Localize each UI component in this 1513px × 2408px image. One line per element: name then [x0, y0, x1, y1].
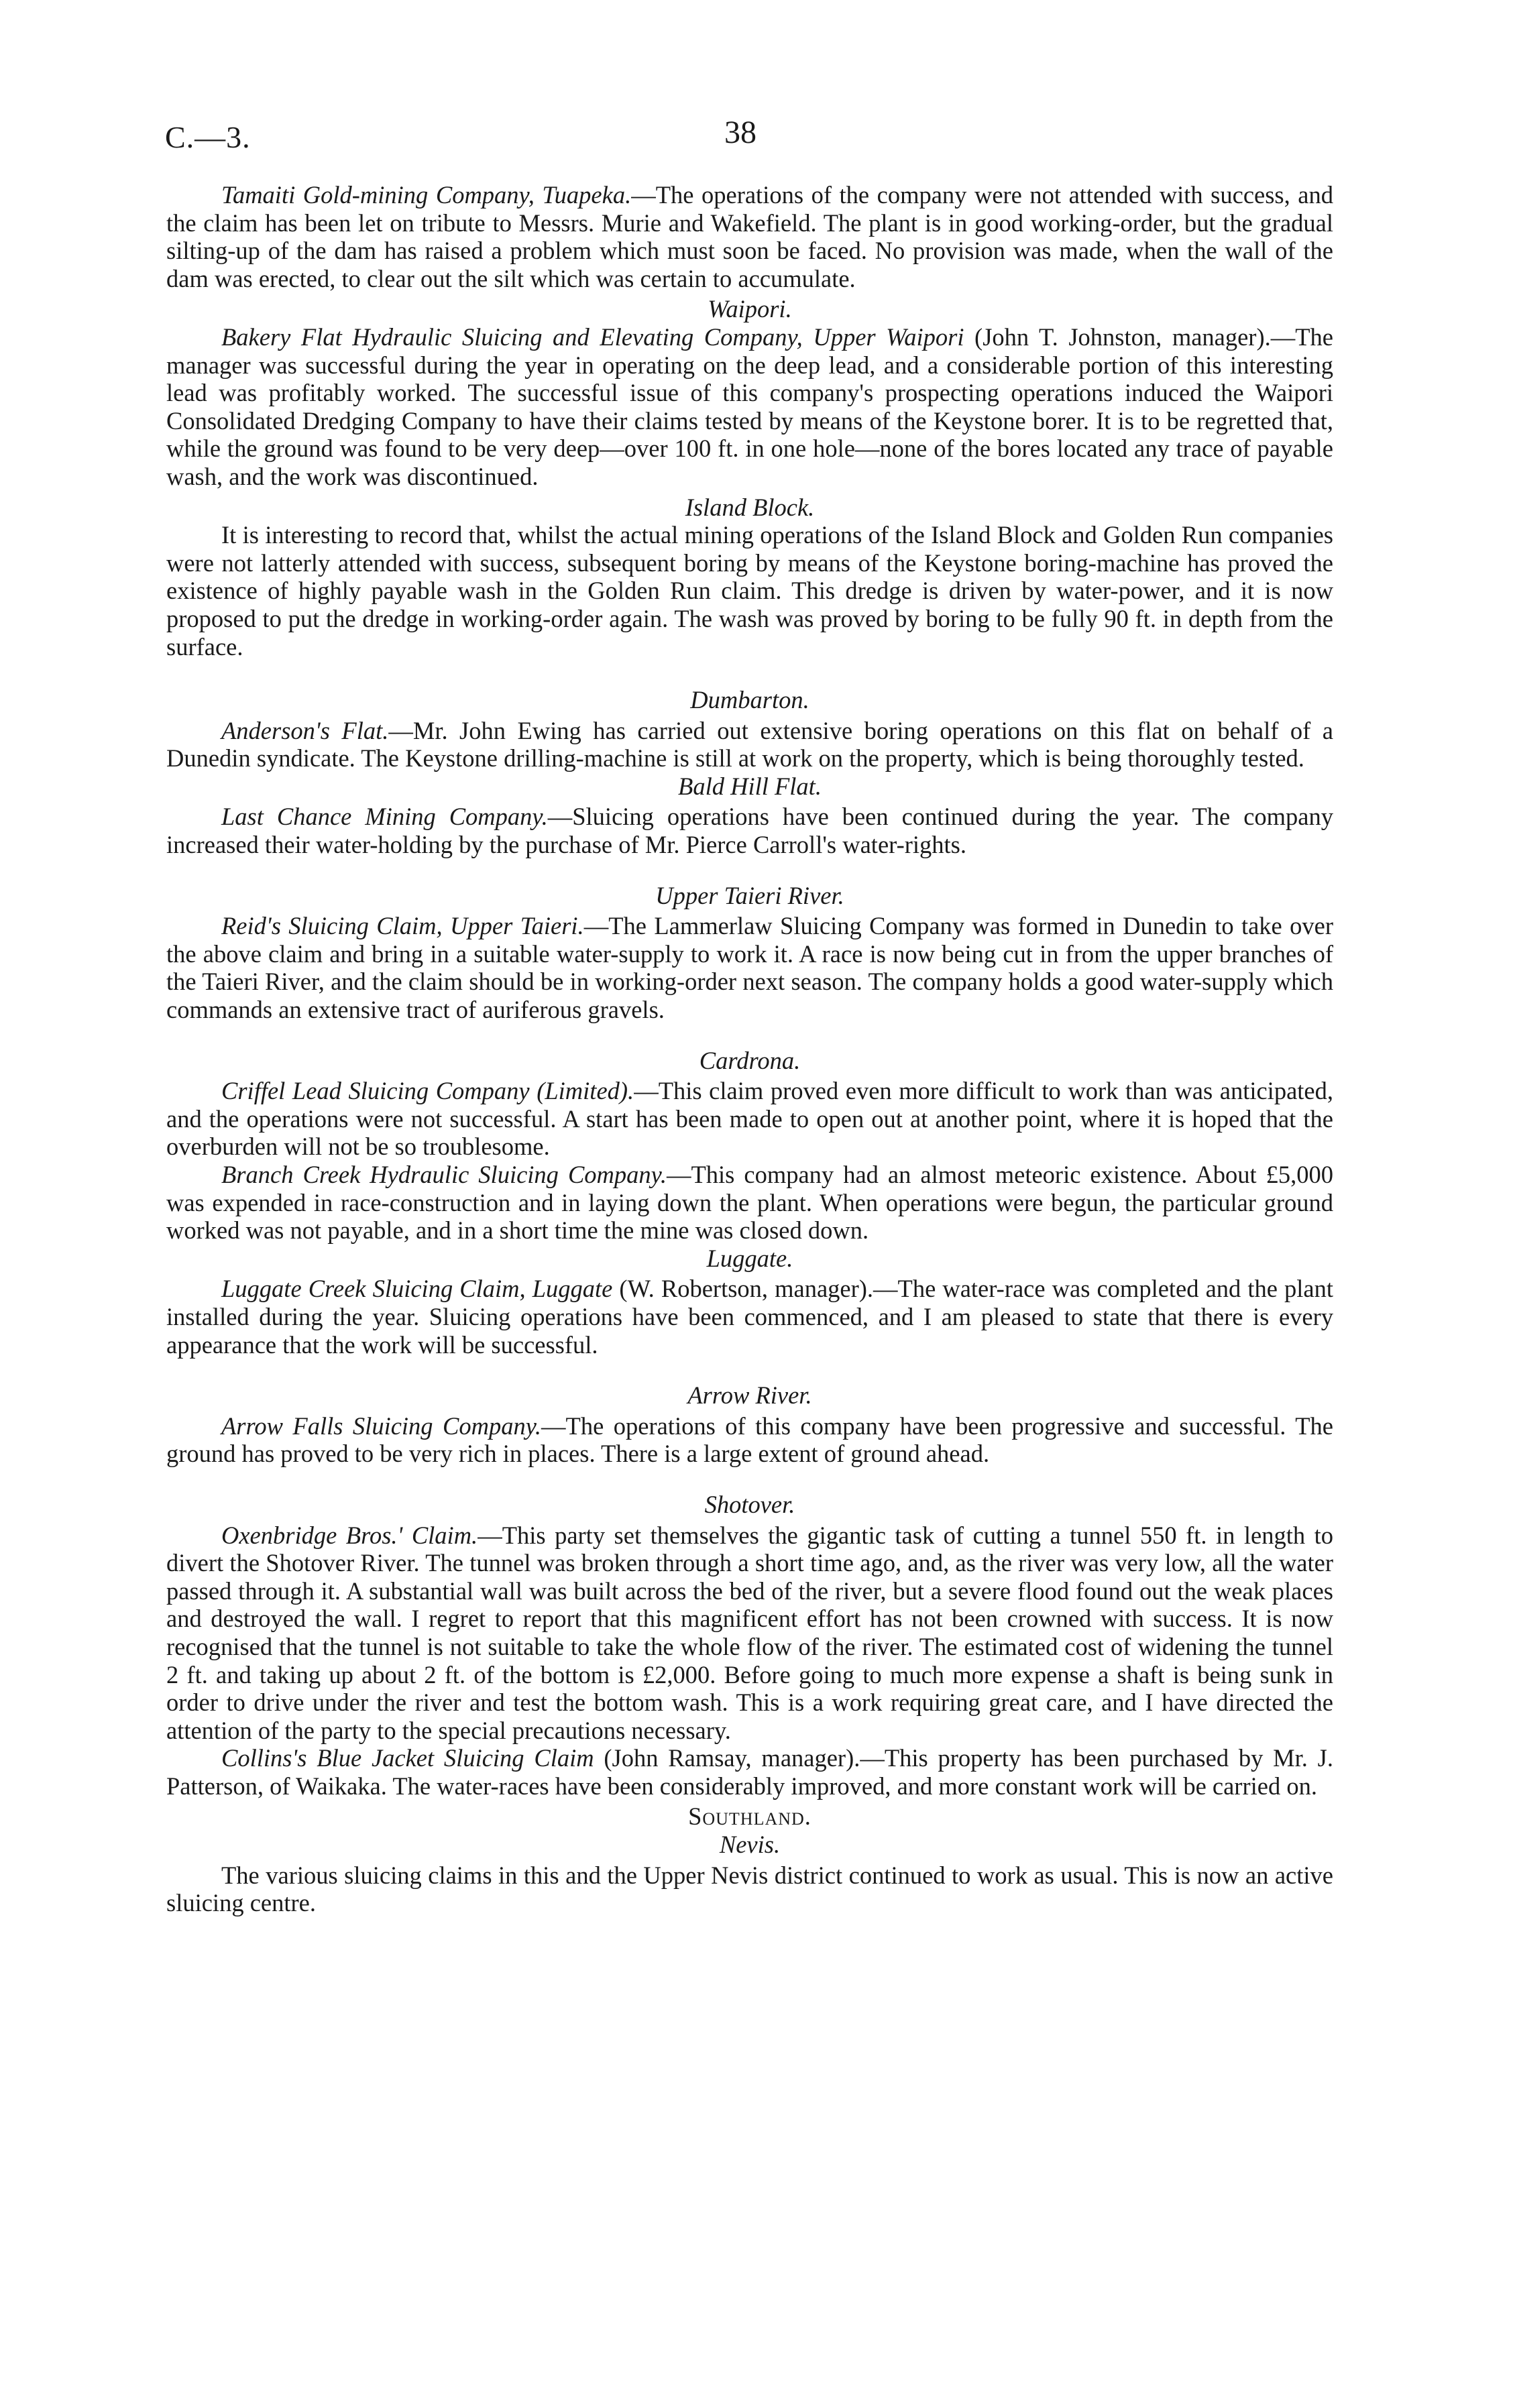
paragraph-lead: Last Chance Mining Company.: [221, 803, 548, 831]
section-heading-dumbarton: Dumbarton.: [690, 686, 809, 714]
section-heading-upper-taieri: Upper Taieri River.: [655, 881, 844, 909]
section-heading-waipori: Waipori.: [708, 295, 792, 323]
paragraph-text: The various sluicing claims in this and the Upper Nevis district continued to work as usual. This is now an active sluicing centre.: [166, 1861, 1333, 1917]
paragraph-text: —Mr. John Ewing has carried out extensive boring operations on this flat on behalf of a Dunedin syndicate. The Keystone drilling-machine is still at work on the property, which is being thoroughly tested.: [166, 716, 1333, 772]
paragraph-bakery-flat: [166, 323, 1333, 491]
section-heading-southland: Southland.: [688, 1802, 811, 1831]
paragraph-collins-blue-jacket: [166, 1744, 1333, 1800]
paragraph-text: —The operations of this company have been progressive and successful. The ground has proved to be very rich in places. There is a large extent of ground ahead.: [166, 1412, 1333, 1468]
paragraph-last-chance: [166, 803, 1333, 858]
section-heading-luggate: Luggate.: [706, 1244, 793, 1272]
page-header: [0, 114, 1513, 168]
section-heading-nevis: Nevis.: [719, 1831, 781, 1859]
paragraph-lead: Branch Creek Hydraulic Sluicing Company.: [221, 1161, 667, 1188]
paragraph-text: (John T. Johnston, manager).—The manager was successful during the year in operating on the deep lead, and a considerable portion of this interesting lead was profitably worked. The successful issue of this company's prospecting operations induced the Waipori Consolidated Dredging Company to have their claims tested by means of the Keystone borer. It is to be regretted that, while the ground was found to be very deep—over 100 ft. in one hole—none of the bores located any trace of payable wash, and the work was discontinued.: [166, 323, 1333, 490]
paragraph-branch-creek: [166, 1161, 1333, 1245]
paragraph-text: It is interesting to record that, whilst the actual mining operations of the Island Block and Golden Run companies were not latterly attended with success, subsequent boring by means of the Keystone boring-machine has proved the existence of highly payable wash in the Golden Run claim. This dredge is driven by water-power, and it is now proposed to put the dredge in working-order again. The wash was proved by boring to be fully 90 ft. in depth from the surface.: [166, 521, 1333, 661]
paragraph-text: —The operations of the company were not attended with success, and the claim has been let on tribute to Messrs. Murie and Wakefield. The plant is in good working-order, but the gradual silting-up of the dam has raised a problem which must soon be faced. No provision was made, when the wall of the dam was erected, to clear out the silt which was certain to accumulate.: [166, 181, 1334, 292]
paragraph-tamaiti: [166, 181, 1333, 292]
section-heading-bald-hill-flat: Bald Hill Flat.: [678, 772, 822, 800]
paragraph-text: —This party set themselves the gigantic task of cutting a tunnel 550 ft. in length to divert the Shotover River. The tunnel was broken through a short time ago, and, as the river was very low, all the water passed through it. A substantial wall was built across the bed of the river, but a severe flood found out the weak places and destroyed the wall. I regret to report that this magnificent effort has not been crowned with success. It is now recognised that the tunnel is not suitable to take the whole flow of the river. The estimated cost of widening the tunnel 2 ft. and taking up about 2 ft. of the bottom is £2,000. Before going to much more expense a shaft is being sunk in order to drive under the river and test the bottom wash. This is a work requiring great care, and I have directed the attention of the party to the special precautions necessary.: [166, 1521, 1333, 1744]
paragraph-text: —The Lammerlaw Sluicing Company was formed in Dunedin to take over the above claim and bring in a suitable water-supply to work it. A race is now being cut in from the upper branches of the Taieri River, and the claim should be in working-order next season. The company holds a good water-supply which commands an extensive tract of auriferous gravels.: [166, 912, 1333, 1024]
paragraph-text: —This company had an almost meteoric existence. About £5,000 was expended in race-construction and in laying down the plant. When operations were begun, the particular ground worked was not payable, and in a short time the mine was closed down.: [166, 1161, 1333, 1245]
section-heading-cardrona: Cardrona.: [699, 1046, 801, 1074]
document-reference: C.—3.: [165, 120, 251, 154]
paragraph-lead: Collins's Blue Jacket Sluicing Claim: [221, 1744, 594, 1772]
paragraph-arrow-falls: [166, 1412, 1333, 1468]
section-heading-island-block: Island Block.: [685, 493, 815, 521]
paragraph-criffel-lead: [166, 1077, 1333, 1161]
section-heading-shotover: Shotover.: [704, 1490, 795, 1518]
paragraph-nevis: [166, 1861, 1333, 1917]
section-heading-arrow-river: Arrow River.: [687, 1381, 812, 1410]
paragraph-andersons-flat: [166, 717, 1333, 772]
paragraph-island-block: [166, 521, 1333, 661]
paragraph-text: (John Ramsay, manager).—This property has been purchased by Mr. J. Patterson, of Waikaka. The water-races have been considerably improved, and more constant work will be carried on.: [166, 1744, 1333, 1800]
paragraph-oxenbridge: [166, 1522, 1333, 1745]
paragraph-lead: Tamaiti Gold-mining Company, Tuapeka.: [221, 181, 632, 209]
paragraph-lead: Reid's Sluicing Claim, Upper Taieri.: [221, 912, 584, 940]
page-number: 38: [724, 115, 756, 150]
paragraph-luggate-creek: [166, 1275, 1333, 1359]
paragraph-text: —This claim proved even more difficult to work than was anticipated, and the operations were not successful. A start has been made to open out at another point, where it is hoped that the overburden will not be so troublesome.: [166, 1077, 1333, 1161]
paragraph-lead: Criffel Lead Sluicing Company (Limited).: [221, 1077, 634, 1105]
paragraph-text: (W. Robertson, manager).—The water-race was completed and the plant installed during the year. Sluicing operations have been commenced, and I am pleased to state that there is every appearance that the work will be successful.: [166, 1275, 1333, 1359]
paragraph-lead: Arrow Falls Sluicing Company.: [221, 1412, 542, 1440]
paragraph-lead: Anderson's Flat.: [221, 716, 389, 744]
report-body: [166, 181, 1333, 1917]
paragraph-reids-claim: [166, 912, 1333, 1023]
paragraph-lead: Oxenbridge Bros.' Claim.: [221, 1521, 478, 1549]
paragraph-lead: Bakery Flat Hydraulic Sluicing and Elevating Company, Upper Waipori: [221, 323, 964, 351]
paragraph-text: —Sluicing operations have been continued during the year. The company increased their water-holding by the purchase of Mr. Pierce Carroll's water-rights.: [166, 803, 1334, 859]
paragraph-lead: Luggate Creek Sluicing Claim, Luggate: [221, 1275, 613, 1303]
